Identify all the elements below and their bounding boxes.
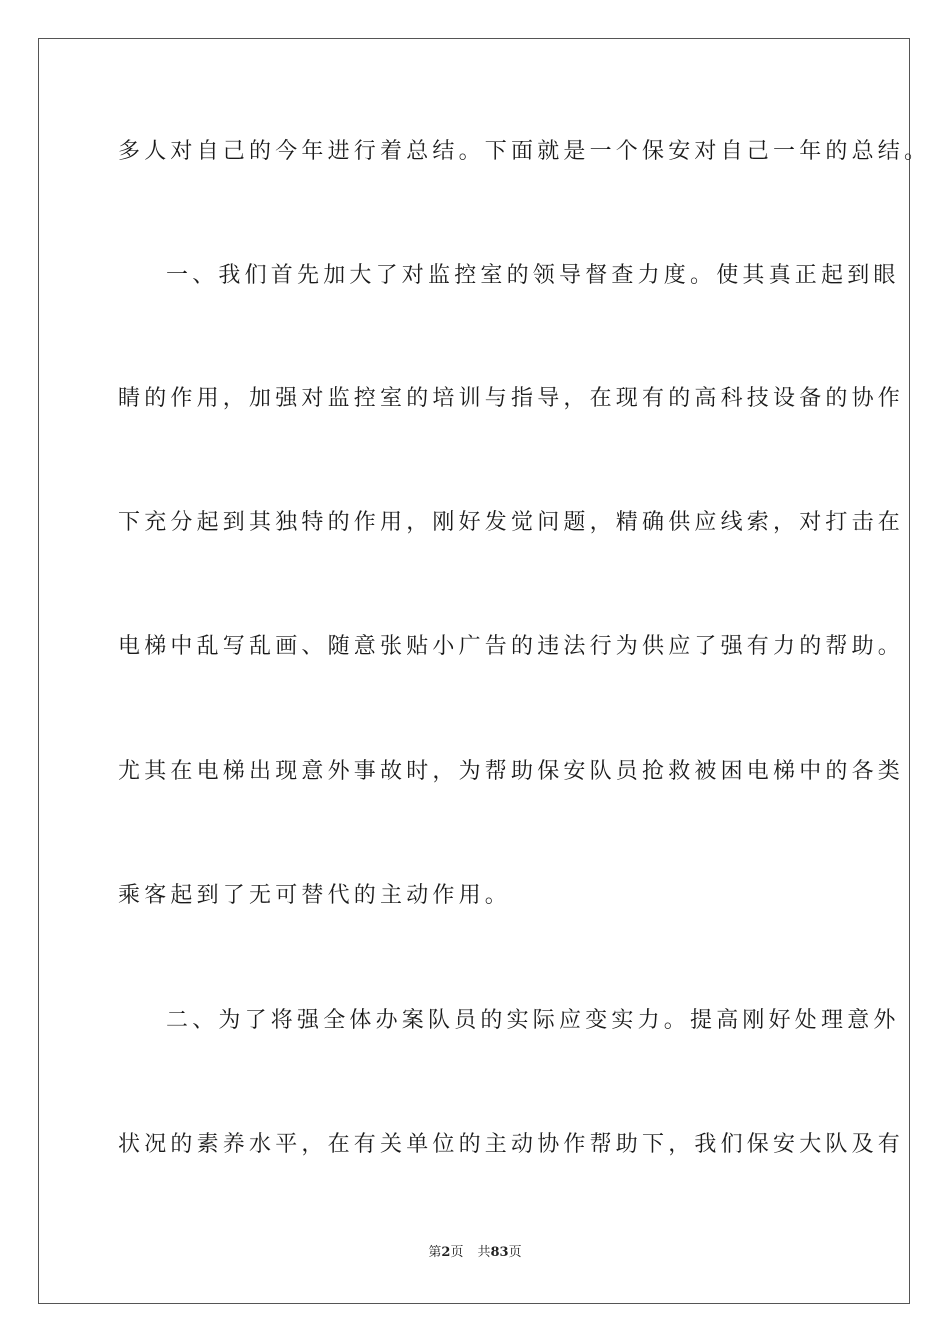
body-text-line: 一、我们首先加大了对监控室的领导督查力度。使其真正起到眼 [166, 263, 900, 288]
page-prefix: 第 [428, 1245, 442, 1260]
body-text-line: 二、为了将强全体办案队员的实际应变实力。提高刚好处理意外 [166, 1008, 900, 1033]
page-footer [0, 1245, 950, 1261]
total-prefix: 共 [477, 1245, 491, 1260]
body-text-line: 尤其在电梯出现意外事故时，为帮助保安队员抢救被困电梯中的各类 [118, 759, 905, 784]
body-text-line: 乘客起到了无可替代的主动作用。 [118, 883, 512, 908]
body-text-line: 状况的素养水平，在有关单位的主动协作帮助下，我们保安大队及有 [118, 1132, 905, 1157]
page-suffix: 页 [450, 1245, 464, 1260]
body-text-line: 电梯中乱写乱画、随意张贴小广告的违法行为供应了强有力的帮助。 [118, 634, 905, 659]
body-text-line: 下充分起到其独特的作用，刚好发觉问题，精确供应线索，对打击在 [118, 510, 905, 535]
body-text-line: 睛的作用，加强对监控室的培训与指导，在现有的高科技设备的协作 [118, 386, 905, 411]
page-number: 2 [441, 1245, 451, 1260]
total-pages: 83 [490, 1245, 509, 1260]
total-suffix: 页 [508, 1245, 522, 1260]
body-text-line: 多人对自己的今年进行着总结。下面就是一个保安对自己一年的总结。 [118, 139, 931, 164]
page-border [38, 38, 931, 1304]
